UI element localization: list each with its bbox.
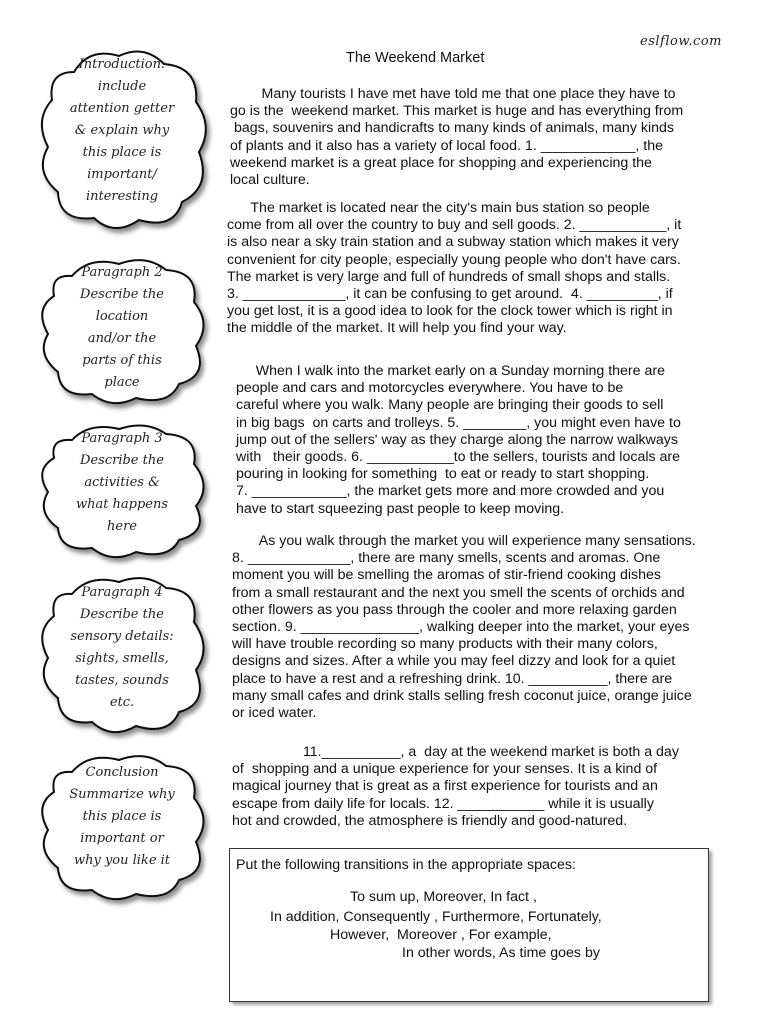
transitions-line: In addition, Consequently , Furthermore, Fortunately,: [270, 909, 602, 925]
cloud-paragraph-2: [34, 254, 210, 404]
transitions-line: However, Moreover , For example,: [330, 927, 552, 943]
cloud-conclusion: [34, 750, 210, 900]
transitions-line: To sum up, Moreover, In fact ,: [350, 889, 537, 905]
site-watermark: eslflow.com: [640, 34, 722, 49]
cloud-text: Paragraph 3 Describe the activities & what happens here: [75, 431, 169, 534]
paragraph-location: The market is located near the city's main bus station so people come from all over the country to buy and sell goods. 2. ___________, it is also near a sky train station and a subway station which makes it very convenient for city people, especially young people who don't have cars. The market is very large and full of hundreds of small shops and stalls. 3. _____________, it can be confusing to get around. 4. _________, if you get lost, it is a good idea to look for the clock tower which is right in the middle of the market. It will help you find your way.: [227, 200, 682, 337]
cloud-text: Introduction: include attention getter & explain why this place is important/ interesting: [69, 57, 175, 204]
transitions-box: [229, 848, 709, 1002]
page-title: The Weekend Market: [346, 50, 485, 66]
paragraph-sensory: As you walk through the market you will experience many sensations. 8. _____________, there are many smells, scents and aromas. One moment you will be smelling the aromas of stir-friend cooking dishes from a small restaurant and the next you smell the scents of orchids and other flowers as you pass through the cooler and more relaxing garden section. 9. _______________, walking deeper into the market, your eyes will have trouble recording so many products with their many colors, designs and sizes. After a while you may feel dizzy and look for a quiet place to have a rest and a refreshing drink. 10. __________, there are many small cafes and drink stalls selling fresh coconut juice, orange juice or iced water.: [232, 533, 696, 722]
paragraph-activities: When I walk into the market early on a Sunday morning there are people and cars and motorcycles everywhere. You have to be careful where you walk. Many people are bringing their goods to sell in big bags on carts and trolleys. 5. ________, you might even have to jump out of the sellers' way as they charge along the narrow walkways with their goods. 6. ___________to the sellers, tourists and locals are pouring in looking for something to eat or ready to start shopping. 7. ____________, the market gets more and more crowded and you have to start squeezing past people to keep moving.: [236, 363, 681, 517]
paragraph-conclusion: 11.__________, a day at the weekend market is both a day of shopping and a unique experience for your senses. It is a kind of magical journey that is great as a first experience for tourists and an escape from daily life for locals. 12. ___________ while it is usually hot and crowded, the atmosphere is friendly and good-natured.: [232, 744, 679, 829]
cloud-text: Paragraph 4 Describe the sensory details: sights, smells, tastes, sounds etc.: [70, 585, 174, 710]
cloud-text: Conclusion Summarize why this place is important or why you like it: [69, 765, 175, 868]
transitions-instruction: Put the following transitions in the appropriate spaces:: [236, 857, 576, 873]
transitions-line: In other words, As time goes by: [402, 945, 600, 961]
cloud-text: Paragraph 2 Describe the location and/or the parts of this place: [80, 265, 164, 390]
cloud-introduction: [34, 42, 210, 230]
cloud-paragraph-4: [34, 572, 210, 734]
cloud-paragraph-3: [34, 420, 210, 558]
paragraph-introduction: Many tourists I have met have told me that one place they have to go is the weekend market. This market is huge and has everything from bags, souvenirs and handicrafts to many kinds of animals, many kinds of plants and it also has a variety of local food. 1. ____________, the weekend market is a great place for shopping and experiencing the local culture.: [230, 86, 684, 189]
